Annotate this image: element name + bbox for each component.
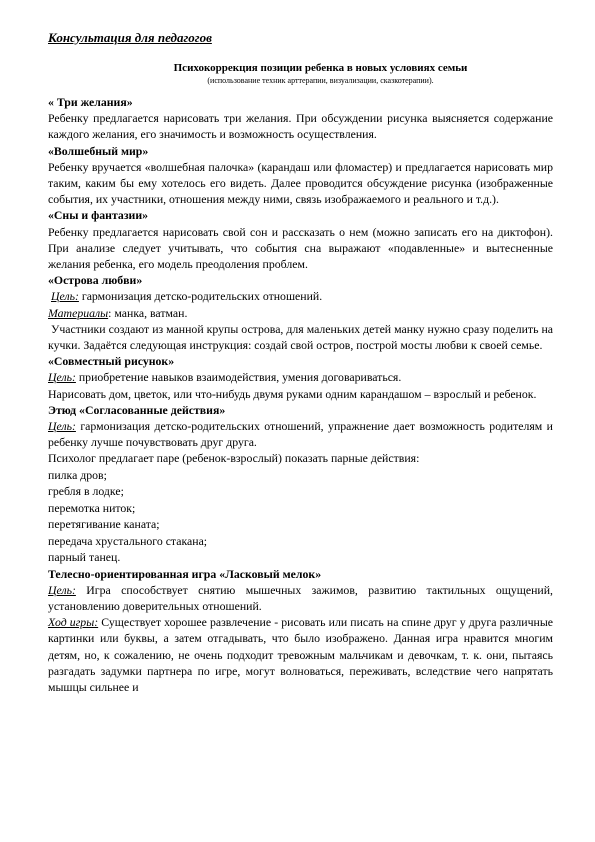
document-page xyxy=(48,30,553,695)
document-header: Консультация для педагогов xyxy=(48,30,212,45)
section-text: Ребенку предлагается нарисовать три желания. При обсуждении рисунка выясняется содержание каждого желания, его значимость и возможность осуществления. xyxy=(48,111,553,142)
game-progress-label: Ход игры: xyxy=(48,615,99,630)
section-heading: « Три желания» xyxy=(48,95,133,109)
section-heading: «Сны и фантазии» xyxy=(48,208,149,223)
section-dreams xyxy=(48,207,553,272)
goal-text: гармонизация детско-родительских отношений, упражнение дает возможность родителям и ребенку лучше почувствовать друг друга. xyxy=(48,419,553,450)
list-item: перетягивание каната; xyxy=(48,517,160,532)
materials-text: : манка, ватман. xyxy=(108,305,188,320)
section-text: Нарисовать дом, цветок, или что-нибудь двумя руками одним карандашом – взрослый и ребенок. xyxy=(48,386,537,401)
section-text: Участники создают из манной крупы острова, для маленьких детей манку нужно сразу поделить на кучки. Задаётся следующая инструкция: создай свой остров, построй мосты любви к своей семье. xyxy=(48,321,553,353)
section-coordinated-actions xyxy=(48,402,553,566)
document-title: Психокоррекция позиции ребенка в новых условиях семьи xyxy=(173,62,468,74)
section-islands-of-love xyxy=(48,272,553,353)
goal-line xyxy=(48,582,553,614)
list-item: гребля в лодке; xyxy=(48,484,124,499)
goal-label: Цель: xyxy=(51,289,79,304)
goal-text: приобретение навыков взаимодействия, умения договариваться. xyxy=(75,370,402,385)
section-magic-world xyxy=(48,143,553,208)
document-subtitle: (использование техник арттерапии, визуализации, сказкотерапии). xyxy=(207,76,434,85)
list-item: передача хрустального стакана; xyxy=(48,533,208,548)
goal-text: Игра способствует снятию мышечных зажимов, развитию тактильных ощущений, установлению доверительных отношений. xyxy=(48,582,553,614)
goal-label: Цель: xyxy=(48,370,76,385)
list-item: перемотка ниток; xyxy=(48,500,136,515)
goal-label: Цель: xyxy=(48,419,76,434)
section-heading: «Острова любви» xyxy=(48,273,143,288)
section-joint-drawing xyxy=(48,353,553,402)
goal-text: гармонизация детско-родительских отношений. xyxy=(78,289,323,304)
section-text: Ребенку предлагается нарисовать свой сон и рассказать о нем (можно записать его на диктофон). При анализе следует учитывать, что события сна выражают «подавленные» и вытесненные желания ребенка, его модель преодоления проблем. xyxy=(48,224,553,272)
goal-line xyxy=(48,418,553,450)
list-item: пилка дров; xyxy=(48,467,107,482)
materials-line xyxy=(48,305,553,321)
section-heading: Телесно-ориентированная игра «Ласковый мелок» xyxy=(48,566,322,581)
game-progress-line xyxy=(48,614,553,695)
section-text: Ребенку вручается «волшебная палочка» (карандаш или фломастер) и предлагается нарисовать мир таким, каким бы ему хотелось его видеть. Далее проводится обсуждение рисунка (изображенные события, их участники, отношения между ними, связь изображаемого и реального и т.д.). xyxy=(48,159,553,207)
section-heading: «Совместный рисунок» xyxy=(48,354,175,369)
section-intro: Психолог предлагает паре (ребенок-взрослый) показать парные действия: xyxy=(48,451,420,466)
goal-line xyxy=(48,369,553,385)
goal-line xyxy=(48,288,553,304)
game-progress-text: Существует хорошее развлечение - рисовать или писать на спине друг у друга различные картинки или буквы, а затем отгадывать, что было изображено. Данная игра нравится многим детям, но, к сожалению, не очень подходит тревожным мальчикам и девочкам, т. к. они, пытаясь разгадать задумки партнера по игре, могут волноваться, переживать, вследствие чего напрятать мышцы сильнее и xyxy=(48,615,553,695)
list-item: парный танец. xyxy=(48,550,121,565)
materials-label: Материалы xyxy=(48,305,109,320)
section-heading: Этюд «Согласованные действия» xyxy=(48,402,226,417)
section-heading: «Волшебный мир» xyxy=(48,143,149,158)
goal-label: Цель: xyxy=(48,582,76,597)
section-three-wishes xyxy=(48,94,553,143)
section-gentle-chalk xyxy=(48,566,553,696)
